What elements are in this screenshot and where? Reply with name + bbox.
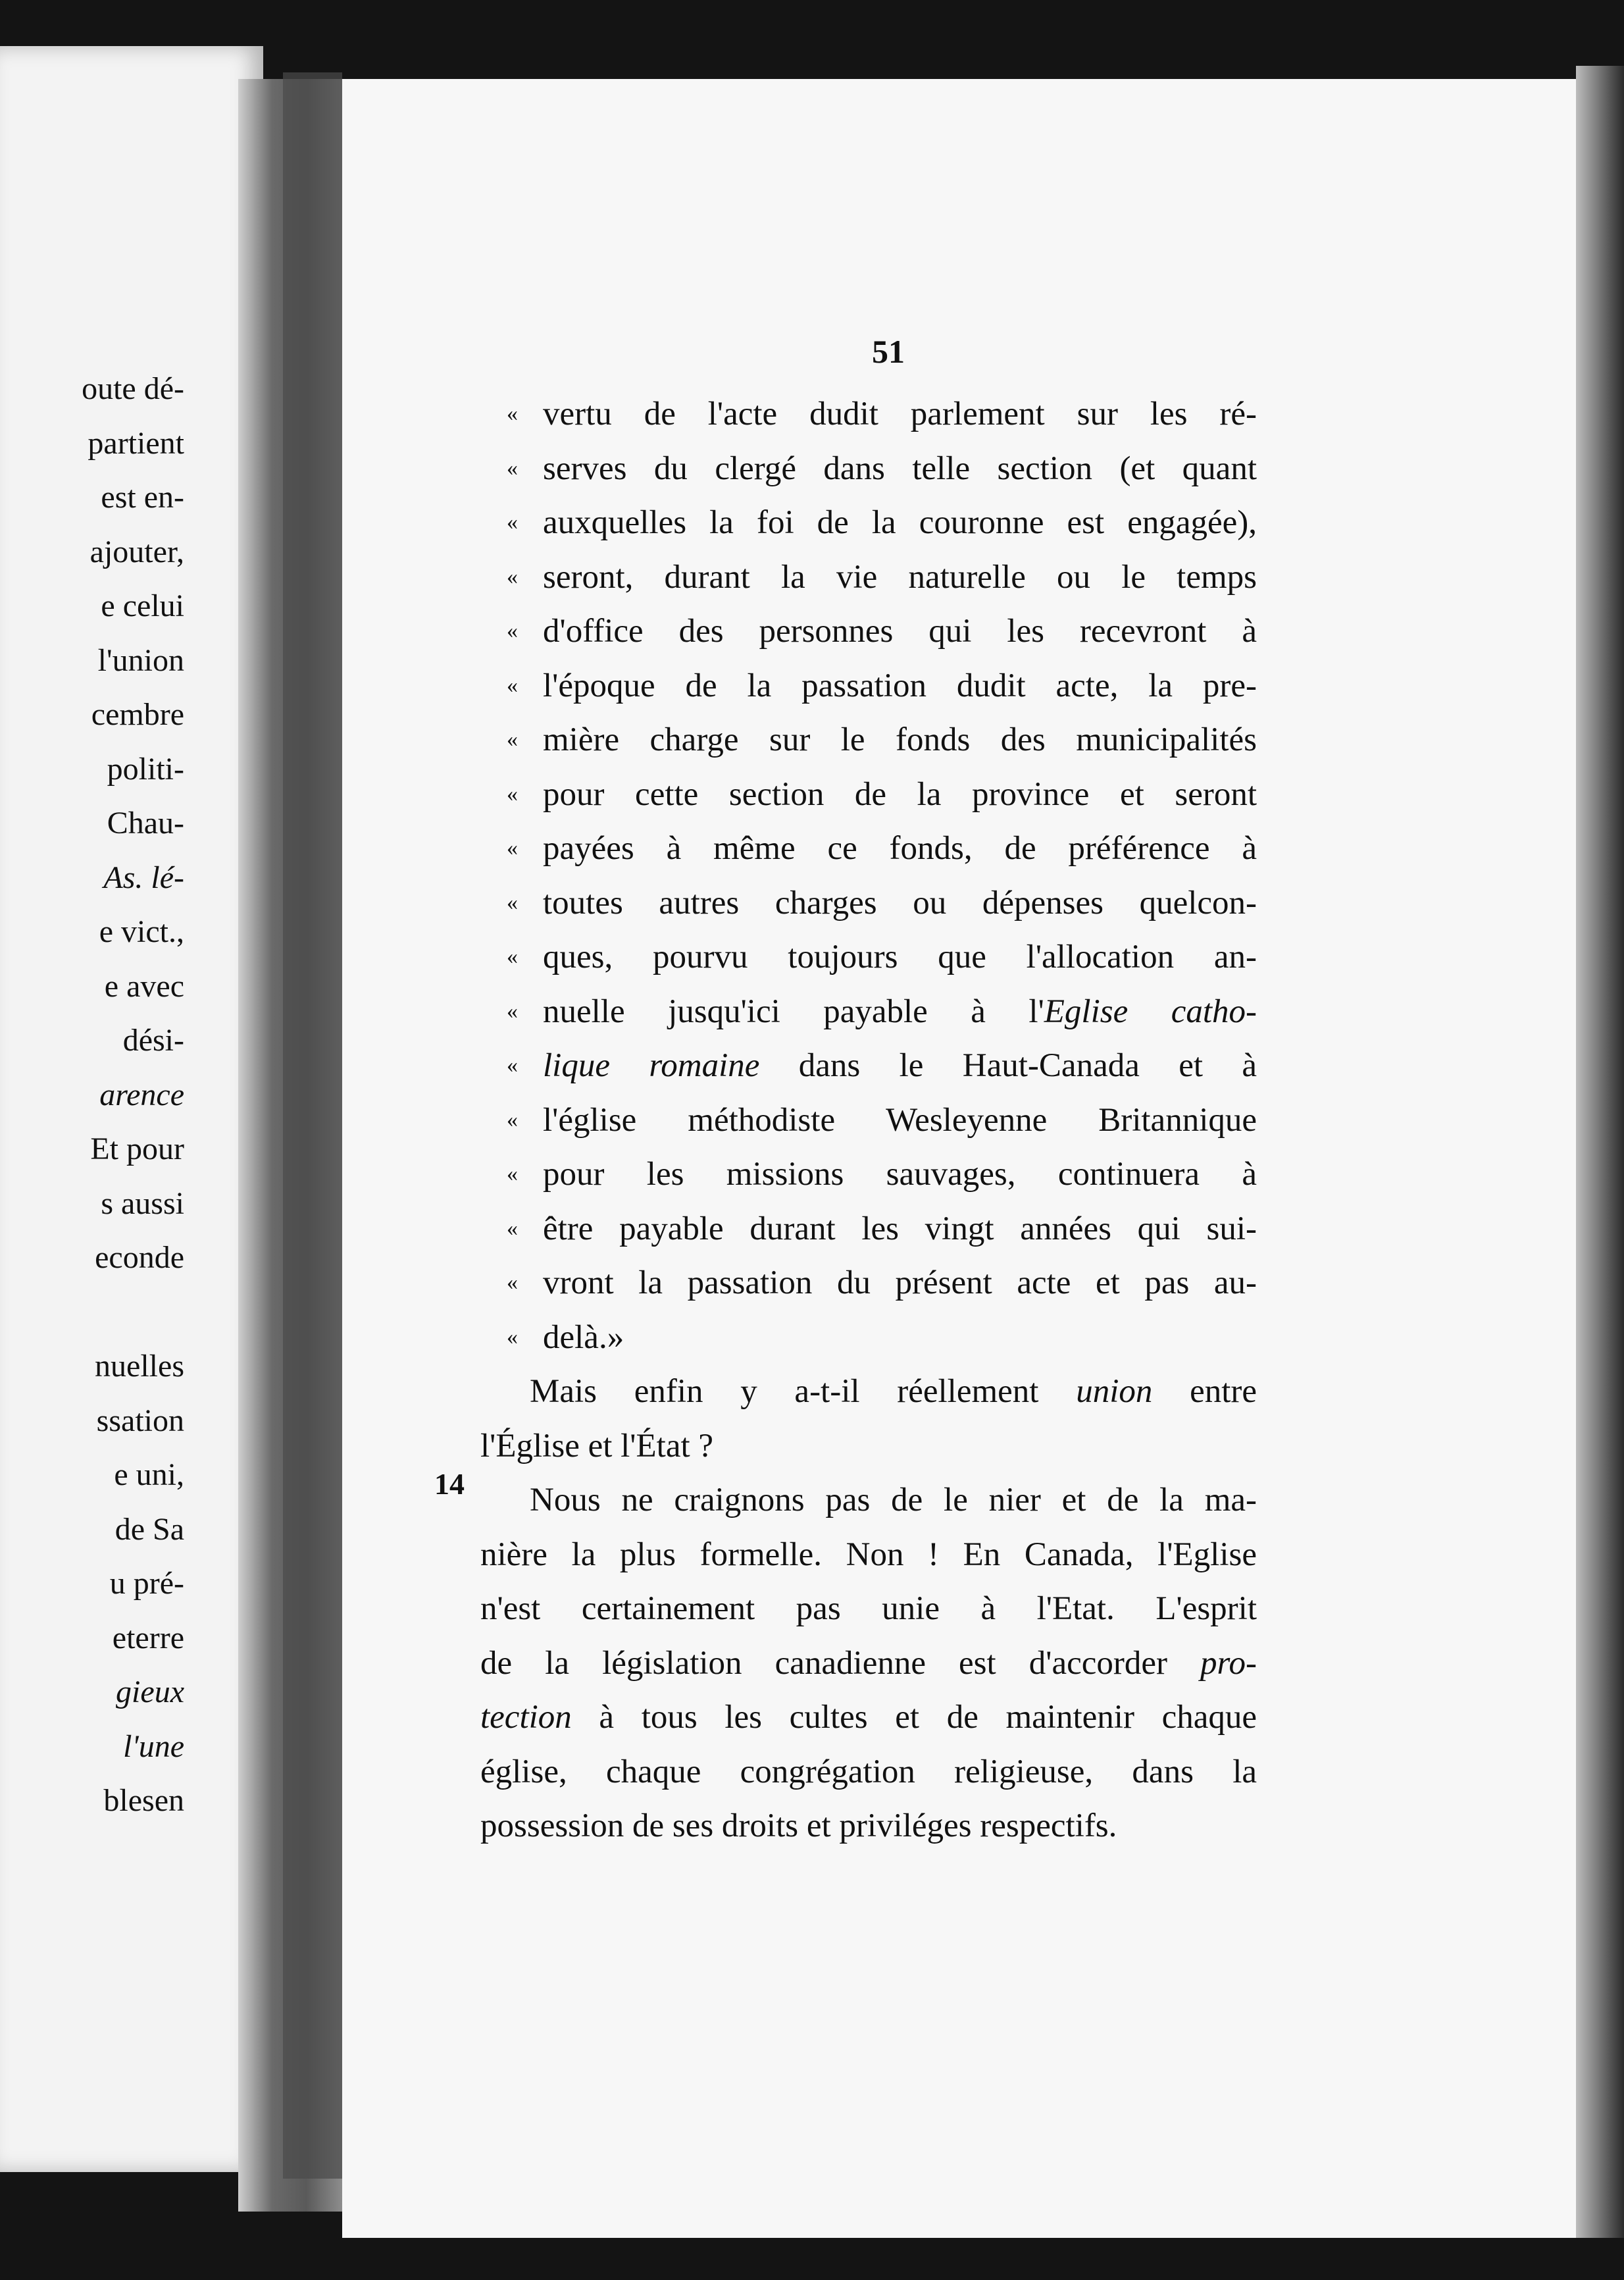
left-line: blesen	[103, 1783, 184, 1818]
left-line: eterre	[112, 1620, 184, 1655]
quote-mark: «	[507, 998, 518, 1023]
text-run: être payable durant les vingt années qui sui-	[543, 1210, 1257, 1247]
left-line	[0, 1285, 184, 1340]
text-run: payées à même ce fonds, de préférence à	[543, 830, 1257, 867]
paragraph-line	[480, 1473, 1257, 1528]
left-line: est en-	[101, 480, 184, 515]
italic-text: pro-	[1200, 1644, 1257, 1682]
quote-line	[480, 550, 1257, 605]
quote-mark: «	[507, 564, 518, 589]
left-line: ssation	[96, 1403, 184, 1438]
left-line: econde	[95, 1240, 184, 1275]
previous-page-text	[0, 362, 184, 1828]
left-line: Chau-	[107, 806, 184, 841]
text-run: mière charge sur le fonds des municipalités	[543, 721, 1257, 758]
paragraph-line	[480, 1364, 1257, 1419]
text-run: nière la plus formelle. Non ! En Canada, l'Eglise	[480, 1536, 1257, 1573]
text-run: église, chaque congrégation religieuse, dans la	[480, 1753, 1257, 1790]
paragraph-line	[480, 1582, 1257, 1636]
left-line: l'union	[97, 642, 184, 678]
quote-line	[480, 1147, 1257, 1202]
left-line: gieux	[116, 1674, 184, 1709]
text-run: pour cette section de la province et seront	[543, 775, 1257, 813]
quote-mark: «	[507, 781, 518, 806]
text-run: Mais enfin y a-t-il réellement	[530, 1373, 1077, 1410]
text-run: l'Église et l'État ?	[480, 1427, 714, 1464]
quote-mark: «	[507, 1053, 518, 1077]
text-run: vront la passation du présent acte et pas au-	[543, 1264, 1257, 1301]
italic-text: union	[1076, 1373, 1153, 1410]
text-run: vertu de l'acte dudit parlement sur les ré-	[543, 396, 1257, 432]
left-line: arence	[99, 1077, 184, 1112]
left-line: e vict.,	[99, 914, 184, 949]
left-line: As. lé-	[103, 860, 184, 895]
text-run: pour les missions sauvages, continuera à	[543, 1156, 1257, 1193]
text-run: à tous les cultes et de maintenir chaque	[571, 1699, 1257, 1736]
left-line: oute dé-	[82, 371, 184, 406]
left-line: u pré-	[109, 1566, 184, 1601]
left-line: politi-	[107, 751, 184, 787]
quote-line	[480, 876, 1257, 931]
quote-line	[480, 1093, 1257, 1148]
paragraph-line	[480, 1419, 1257, 1474]
quote-line	[480, 1202, 1257, 1257]
quote-mark: «	[507, 836, 518, 860]
paragraph-line	[480, 1745, 1257, 1800]
quote-mark: «	[507, 455, 518, 480]
quote-mark: «	[507, 619, 518, 643]
left-line: Et pour	[90, 1131, 184, 1166]
text-run: dans le Haut-Canada et à	[759, 1047, 1257, 1084]
italic-text: lique romaine	[543, 1047, 760, 1084]
text-run: nuelle jusqu'ici payable à l'	[543, 993, 1044, 1030]
left-line: dési-	[122, 1023, 184, 1058]
text-run: Nous ne craignons pas de le nier et de la ma-	[530, 1482, 1257, 1518]
quote-line	[480, 496, 1257, 550]
quote-line	[480, 1039, 1257, 1093]
text-run: de la législation canadienne est d'accorder	[480, 1644, 1201, 1682]
text-run: d'office des personnes qui les recevront à	[543, 613, 1257, 650]
left-line: e avec	[104, 968, 184, 1004]
quote-line	[480, 767, 1257, 822]
text-run: entre	[1152, 1373, 1257, 1410]
text-run: toutes autres charges ou dépenses quelcon-	[543, 884, 1257, 921]
paragraph-line	[480, 1528, 1257, 1582]
left-line: cembre	[91, 697, 184, 732]
text-run: ques, pourvu toujours que l'allocation an-	[543, 939, 1257, 975]
quote-line	[480, 821, 1257, 876]
quote-mark: «	[507, 727, 518, 752]
italic-text: Eglise catho-	[1044, 993, 1257, 1030]
quote-mark: «	[507, 1324, 518, 1349]
text-run: n'est certainement pas unie à l'Etat. L'esprit	[480, 1590, 1257, 1627]
text-run: possession de ses droits et priviléges respectifs.	[480, 1807, 1117, 1844]
quote-line	[480, 713, 1257, 767]
quote-line	[480, 604, 1257, 659]
quote-mark: «	[507, 1162, 518, 1186]
quote-line	[480, 1256, 1257, 1310]
book-gutter-fold	[283, 72, 342, 2179]
page-body-text	[480, 387, 1257, 1853]
left-line: e celui	[101, 588, 184, 623]
paragraph-line	[480, 1799, 1257, 1853]
quote-mark: «	[507, 890, 518, 915]
commentary-paragraph	[480, 1364, 1257, 1853]
left-line: s aussi	[101, 1185, 184, 1221]
left-line: nuelles	[95, 1349, 184, 1384]
quote-mark: «	[507, 510, 518, 534]
quote-line	[480, 1310, 1257, 1365]
left-line: ajouter,	[89, 534, 184, 569]
margin-note: 14	[434, 1467, 465, 1501]
quote-line	[480, 985, 1257, 1039]
text-run: seront, durant la vie naturelle ou le temps	[543, 558, 1257, 596]
quote-line	[480, 387, 1257, 442]
left-line: e uni,	[114, 1457, 184, 1492]
text-run: serves du clergé dans telle section (et quant	[543, 450, 1257, 487]
quoted-statute	[480, 387, 1257, 1364]
paragraph-line	[480, 1636, 1257, 1691]
quote-line	[480, 930, 1257, 985]
quote-mark: «	[507, 402, 518, 426]
text-run: auxquelles la foi de la couronne est engagée),	[543, 504, 1257, 541]
text-run: l'époque de la passation dudit acte, la pre-	[543, 667, 1257, 704]
text-run: l'église méthodiste Wesleyenne Britannique	[543, 1101, 1257, 1139]
quote-line	[480, 659, 1257, 713]
left-line: de Sa	[114, 1511, 184, 1547]
quote-mark: «	[507, 945, 518, 969]
quote-mark: «	[507, 1107, 518, 1132]
quote-mark: «	[507, 1270, 518, 1295]
left-line: l'une	[123, 1728, 184, 1764]
left-line: partient	[88, 425, 184, 461]
text-run: delà.»	[543, 1318, 624, 1356]
paragraph-line	[480, 1690, 1257, 1745]
previous-page	[0, 46, 263, 2172]
quote-mark: «	[507, 1216, 518, 1241]
italic-text: tection	[480, 1699, 572, 1736]
quote-mark: «	[507, 673, 518, 698]
quote-line	[480, 442, 1257, 496]
page-number: 51	[872, 333, 905, 370]
page-edge-shadow	[1576, 66, 1624, 2238]
